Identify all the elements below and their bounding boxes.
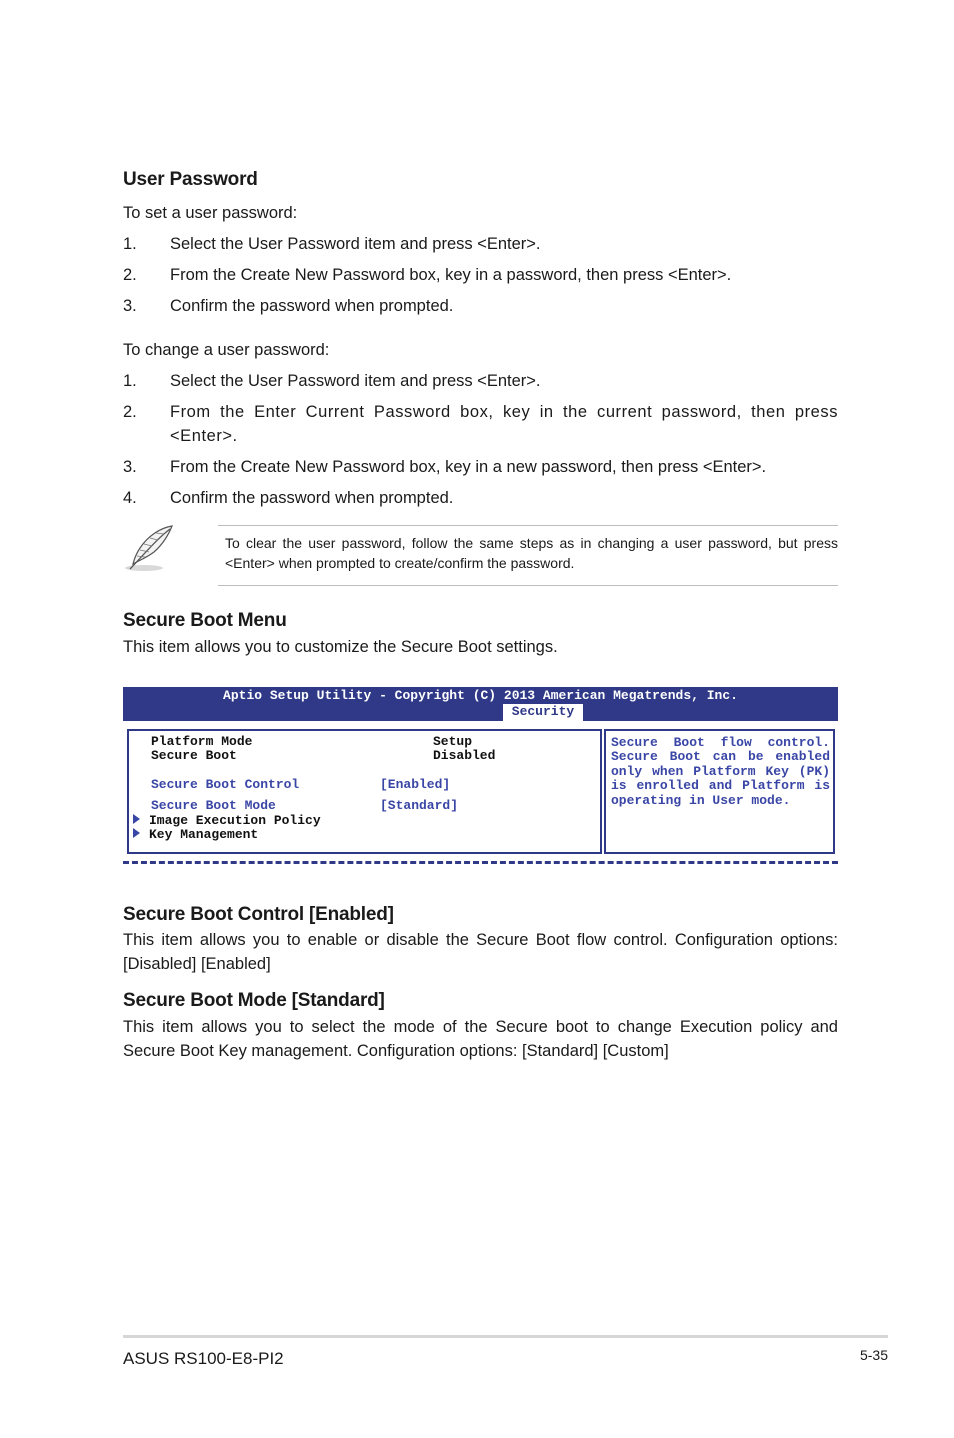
set-password-intro: To set a user password: <box>123 204 298 222</box>
section-heading-secure-boot-menu: Secure Boot Menu <box>123 610 287 631</box>
secure-boot-menu-description: This item allows you to customize the Secure Boot settings. <box>123 638 558 656</box>
step-text: From the Create New Password box, key in a new password, then press <Enter>. <box>170 458 767 476</box>
platform-mode-label: Platform Mode <box>151 734 253 749</box>
secure-boot-label: Secure Boot <box>151 748 237 763</box>
secure-boot-mode-item[interactable]: Secure Boot Mode <box>151 798 276 813</box>
step-text: Confirm the password when prompted. <box>170 489 454 507</box>
secure-boot-control-description: This item allows you to enable or disable the Secure Boot flow control. Configuration options: [Disabled] [Enabled] <box>123 931 838 973</box>
step-number: 3. <box>123 458 137 476</box>
section-heading-secure-boot-mode: Secure Boot Mode [Standard] <box>123 990 385 1011</box>
secure-boot-control-value[interactable]: [Enabled] <box>380 777 451 792</box>
step-text: Select the User Password item and press <Enter>. <box>170 372 541 390</box>
bios-help-text: Secure Boot flow control. Secure Boot can be enabled only when Platform Key (PK) is enrolled and Platform is operating in User mode. <box>611 735 830 808</box>
bios-dashed-divider <box>123 861 838 864</box>
section-heading-user-password: User Password <box>123 169 258 190</box>
feather-note-icon <box>122 522 178 574</box>
step-text: Confirm the password when prompted. <box>170 297 454 315</box>
section-heading-secure-boot-control: Secure Boot Control [Enabled] <box>123 904 394 925</box>
step-number: 1. <box>123 235 137 253</box>
step-text: Select the User Password item and press <Enter>. <box>170 235 541 253</box>
bios-help-panel <box>604 729 835 854</box>
image-execution-policy-item[interactable]: Image Execution Policy <box>149 813 321 828</box>
change-password-intro: To change a user password: <box>123 341 330 359</box>
step-text: From the Create New Password box, key in a password, then press <Enter>. <box>170 266 732 284</box>
note-bottom-divider <box>218 585 838 586</box>
step-number: 2. <box>123 403 137 421</box>
step-number: 1. <box>123 372 137 390</box>
footer-product-name: ASUS RS100-E8-PI2 <box>123 1349 284 1368</box>
platform-mode-value: Setup <box>433 734 473 749</box>
secure-boot-mode-description: This item allows you to select the mode of the Secure boot to change Execution policy and Secure Boot Key management. Configuration options: [Standard] [Custom] <box>123 1018 838 1060</box>
secure-boot-mode-value[interactable]: [Standard] <box>380 798 459 813</box>
bios-title: Aptio Setup Utility - Copyright (C) 2013 American Megatrends, Inc. <box>223 688 738 703</box>
tab-security[interactable]: Security <box>503 704 583 721</box>
bios-header <box>123 687 838 721</box>
footer-page-number: 5-35 <box>859 1347 888 1363</box>
submenu-arrow-icon <box>133 814 140 824</box>
note-text: To clear the user password, follow the same steps as in changing a user password, but press <Enter> when prompted to create/confirm the password. <box>225 535 838 571</box>
bios-settings-panel <box>127 729 602 854</box>
secure-boot-control-item[interactable]: Secure Boot Control <box>151 777 300 792</box>
step-text: From the Enter Current Password box, key in the current password, then press <Enter>. <box>170 403 838 445</box>
step-number: 4. <box>123 489 137 507</box>
secure-boot-value: Disabled <box>433 748 496 763</box>
key-management-item[interactable]: Key Management <box>149 827 259 842</box>
footer-divider <box>123 1335 888 1338</box>
note-top-divider <box>218 525 838 526</box>
submenu-arrow-icon <box>133 828 140 838</box>
step-number: 3. <box>123 297 137 315</box>
step-number: 2. <box>123 266 137 284</box>
bios-screenshot <box>123 687 838 867</box>
